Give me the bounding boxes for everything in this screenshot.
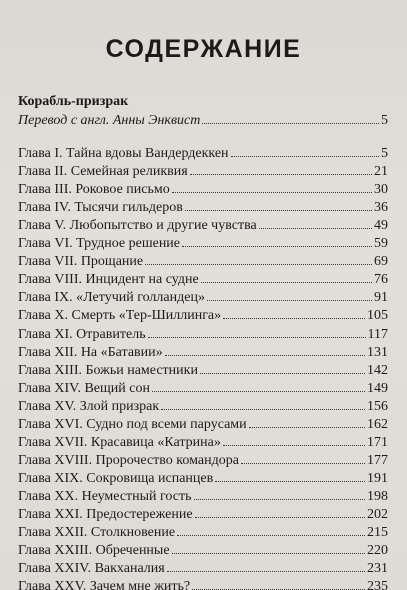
dot-leader [145, 264, 372, 265]
toc-chapter-label: Глава VII. Прощание [18, 254, 144, 270]
toc-chapter-label: Глава XXIV. Вакханалия [18, 561, 165, 577]
toc-chapter-label: Глава XV. Злой призрак [18, 398, 160, 414]
toc-chapter-label: Глава XIV. Вещий сон [18, 380, 150, 396]
toc-chapter-label: Глава XVI. Судно под всеми парусами [18, 416, 247, 432]
dot-leader [182, 246, 372, 247]
toc-chapter-page: 215 [367, 525, 388, 541]
toc-chapter-page: 142 [367, 362, 388, 378]
dot-leader [195, 517, 365, 518]
toc-chapter-page: 105 [367, 308, 388, 324]
toc-chapter-row [18, 488, 388, 506]
toc-chapter-page: 171 [367, 434, 388, 450]
dot-leader [241, 463, 365, 464]
toc-chapter-row [18, 560, 388, 578]
toc-chapter-label: Глава XXV. Зачем мне жить? [18, 579, 191, 590]
toc-chapter-label: Глава XII. На «Батавии» [18, 344, 163, 360]
toc-chapter-page: 131 [367, 344, 388, 360]
toc-chapter-label: Глава I. Тайна вдовы Вандердеккен [18, 146, 229, 161]
toc-chapter-page: 198 [367, 488, 388, 504]
toc-chapter-row [18, 398, 388, 416]
dot-leader [172, 192, 372, 193]
toc-chapter-row [18, 217, 388, 235]
toc-chapter-page: 21 [374, 164, 388, 180]
toc-chapter-row [18, 542, 388, 560]
dot-leader [200, 373, 365, 374]
dot-leader [190, 174, 372, 175]
dot-leader [185, 210, 372, 211]
dot-leader [165, 355, 365, 356]
dot-leader [177, 535, 365, 536]
toc-chapter-row [18, 289, 388, 307]
toc-chapter-page: 220 [367, 543, 388, 559]
dot-leader [167, 571, 365, 572]
toc-chapter-page: 231 [367, 561, 388, 577]
toc-chapter-label: Глава VI. Трудное решение [18, 236, 181, 252]
toc-chapter-page: 156 [367, 398, 388, 414]
dot-leader [207, 300, 372, 301]
toc-chapter-page: 177 [367, 452, 388, 468]
toc-chapter-page: 69 [374, 254, 388, 270]
toc-chapter-row [18, 344, 388, 362]
toc-chapter-row [18, 578, 388, 590]
toc-chapter-row [18, 506, 388, 524]
dot-leader [161, 409, 365, 410]
toc-chapter-label: Глава XI. Отравитель [18, 326, 146, 342]
toc-chapter-row [18, 326, 388, 344]
toc-chapter-page: 117 [367, 326, 388, 342]
toc-chapter-page: 49 [374, 218, 388, 234]
toc-chapter-label: Глава XVII. Красавица «Катрина» [18, 434, 221, 450]
toc-chapter-label: Глава V. Любопытство и другие чувства [18, 218, 257, 234]
toc-chapter-label: Глава IX. «Летучий голландец» [18, 290, 205, 306]
toc-chapter-page: 202 [367, 507, 388, 522]
dot-leader [249, 427, 365, 428]
toc-chapter-label: Глава IV. Тысячи гильдеров [18, 200, 183, 216]
toc-chapter-row [18, 362, 388, 380]
toc-chapter-label: Глава II. Семейная реликвия [18, 164, 188, 180]
toc-chapter-row [18, 235, 388, 253]
toc-chapter-page: 91 [374, 290, 388, 306]
toc-chapter-row [18, 163, 388, 181]
toc-chapter-label: Глава XX. Неуместный гость [18, 488, 192, 504]
toc-chapter-page: 162 [367, 416, 388, 432]
toc-chapter-row [18, 380, 388, 398]
dot-leader [259, 228, 372, 229]
toc-chapter-row [18, 416, 388, 434]
toc-chapter-row [18, 181, 388, 199]
toc-chapter-row [18, 470, 388, 488]
toc-translator-label: Перевод с англ. Анны Энквист [18, 113, 201, 128]
toc-chapter-label: Глава X. Смерть «Тер-Шиллинга» [18, 308, 222, 324]
section-heading: Корабль-призрак [18, 94, 129, 109]
dot-leader [194, 499, 366, 500]
toc-chapter-label: Глава XXIII. Обреченные [18, 543, 170, 559]
dot-leader [223, 445, 365, 446]
toc-chapter-label: Глава XIII. Божьи наместники [18, 362, 198, 378]
toc-chapter-row [18, 307, 388, 325]
dot-leader [223, 318, 365, 319]
toc-chapter-row [18, 199, 388, 217]
page-title: СОДЕРЖАНИЕ [105, 35, 302, 63]
toc-chapter-row [18, 271, 388, 289]
dot-leader [215, 481, 365, 482]
toc-chapter-label: Глава XIX. Сокровища испанцев [18, 470, 214, 486]
toc-chapter-label: Глава XXII. Столкновение [18, 525, 176, 541]
dot-leader [202, 123, 379, 124]
toc-chapter-page: 30 [374, 182, 388, 198]
toc-chapter-label: Глава III. Роковое письмо [18, 182, 170, 198]
toc-chapter-label: Глава VIII. Инцидент на судне [18, 272, 199, 288]
dot-leader [172, 553, 365, 554]
toc-chapter-page: 76 [374, 272, 388, 288]
toc-chapter-row [18, 524, 388, 542]
toc-chapter-page: 36 [374, 200, 388, 216]
toc-chapter-row [18, 145, 388, 163]
dot-leader [231, 156, 379, 157]
toc-chapter-row [18, 434, 388, 452]
toc-chapter-page: 5 [381, 146, 388, 161]
toc-chapter-row [18, 253, 388, 271]
dot-leader [201, 282, 372, 283]
toc-chapter-page: 149 [367, 380, 388, 396]
toc-chapter-label: Глава XVIII. Пророчество командора [18, 452, 239, 468]
toc-chapter-row [18, 452, 388, 470]
dot-leader [148, 337, 366, 338]
toc-chapter-label: Глава XXI. Предостережение [18, 507, 193, 522]
toc-translator-page: 5 [381, 113, 388, 128]
toc-translator-row [18, 112, 388, 130]
toc-chapter-page: 235 [367, 579, 388, 590]
dot-leader [152, 391, 365, 392]
toc-chapter-page: 59 [374, 236, 388, 252]
toc-chapter-page: 191 [367, 470, 388, 486]
